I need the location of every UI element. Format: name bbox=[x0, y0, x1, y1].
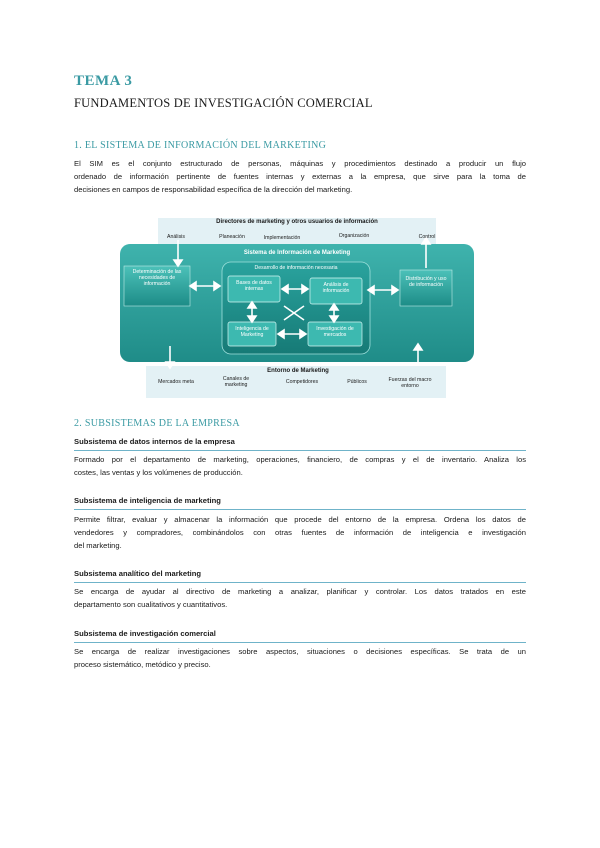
sim-title: Sistema de Información de Marketing bbox=[243, 250, 351, 256]
sim-diagram bbox=[118, 214, 476, 400]
paragraph-line: Se encarga de realizar investigaciones sobre aspectos, situaciones o decisiones específicas. Se trata de un bbox=[74, 647, 526, 656]
section1-paragraph bbox=[74, 157, 526, 196]
subsection-body bbox=[74, 645, 526, 671]
environment-item: Canales de marketing bbox=[222, 376, 250, 388]
divider bbox=[74, 509, 526, 510]
subsection-body bbox=[74, 453, 526, 479]
paragraph-line: Se encarga de ayudar al directivo de marketing a analizar, planificar y controlar. Los datos tratados en este bbox=[74, 587, 526, 596]
section1-heading: 1. EL SISTEMA DE INFORMACIÓN DEL MARKETING bbox=[74, 140, 327, 151]
environment-item: Públicos bbox=[347, 379, 367, 385]
paragraph-line: costes, las ventas y los volúmenes de producción. bbox=[74, 468, 243, 477]
inner-title: Desarrollo de información necesaria bbox=[254, 265, 338, 271]
divider bbox=[74, 450, 526, 451]
box-tr-label: Análisis de información bbox=[322, 282, 350, 294]
environment-item: Fuerzas del macro entorno bbox=[388, 377, 432, 389]
subsection-title: Subsistema de inteligencia de marketing bbox=[74, 496, 221, 505]
users-band-title: Directores de marketing y otros usuarios de información bbox=[216, 219, 378, 225]
paragraph-line: vendedores y compradores, combinándolos con otras fuentes de información de inteligencia e investigación bbox=[74, 528, 526, 537]
box-br-label: Investigación de mercados bbox=[316, 326, 354, 338]
users-item: Análisis bbox=[167, 234, 185, 240]
paragraph-line: departamento son cualitativos y cuantitativos. bbox=[74, 600, 228, 609]
paragraph-line: Permite filtrar, evaluar y almacenar la información que procede del entorno de la empresa. Ordena los datos de bbox=[74, 515, 526, 524]
paragraph-line: proceso sistemático, metódico y preciso. bbox=[74, 660, 211, 669]
tema-label: TEMA 3 bbox=[74, 73, 133, 89]
right-box-label: Distribución y uso de información bbox=[405, 276, 447, 288]
environment-title: Entorno de Marketing bbox=[267, 368, 329, 374]
paragraph-line: El SIM es el conjunto estructurado de personas, máquinas y procedimientos destinado a producir un flujo bbox=[74, 159, 526, 168]
box-bl-label: Inteligencia de Marketing bbox=[235, 326, 269, 338]
environment-item: Competidores bbox=[285, 379, 319, 385]
subsection-body bbox=[74, 513, 526, 552]
section2-heading: 2. SUBSISTEMAS DE LA EMPRESA bbox=[74, 418, 240, 429]
divider bbox=[74, 582, 526, 583]
document-title: FUNDAMENTOS DE INVESTIGACIÓN COMERCIAL bbox=[74, 96, 373, 110]
users-item: Implementación bbox=[263, 235, 301, 241]
subsection-title: Subsistema de datos internos de la empresa bbox=[74, 437, 235, 446]
environment-item: Mercados meta bbox=[158, 379, 194, 385]
paragraph-line: decisiones en campos de responsabilidad específica de la dirección del marketing. bbox=[74, 185, 353, 194]
users-item: Organización bbox=[338, 233, 370, 239]
left-box-label: Determinación de las necesidades de información bbox=[132, 269, 182, 287]
box-tl-label: Bases de datos internas bbox=[236, 280, 272, 292]
users-item: Control bbox=[418, 234, 436, 240]
divider bbox=[74, 642, 526, 643]
paragraph-line: Formado por el departamento de marketing, operaciones, financiero, de compras y el de inventario. Analiza los bbox=[74, 455, 526, 464]
subsection-title: Subsistema de investigación comercial bbox=[74, 629, 216, 638]
users-item: Planeación bbox=[219, 234, 245, 240]
subsection-body bbox=[74, 585, 526, 611]
subsection-title: Subsistema analítico del marketing bbox=[74, 569, 202, 578]
paragraph-line: del marketing. bbox=[74, 541, 122, 550]
paragraph-line: ordenado de información pertinente de fuentes internas y externas a la empresa, que sirve para la toma de bbox=[74, 172, 526, 181]
